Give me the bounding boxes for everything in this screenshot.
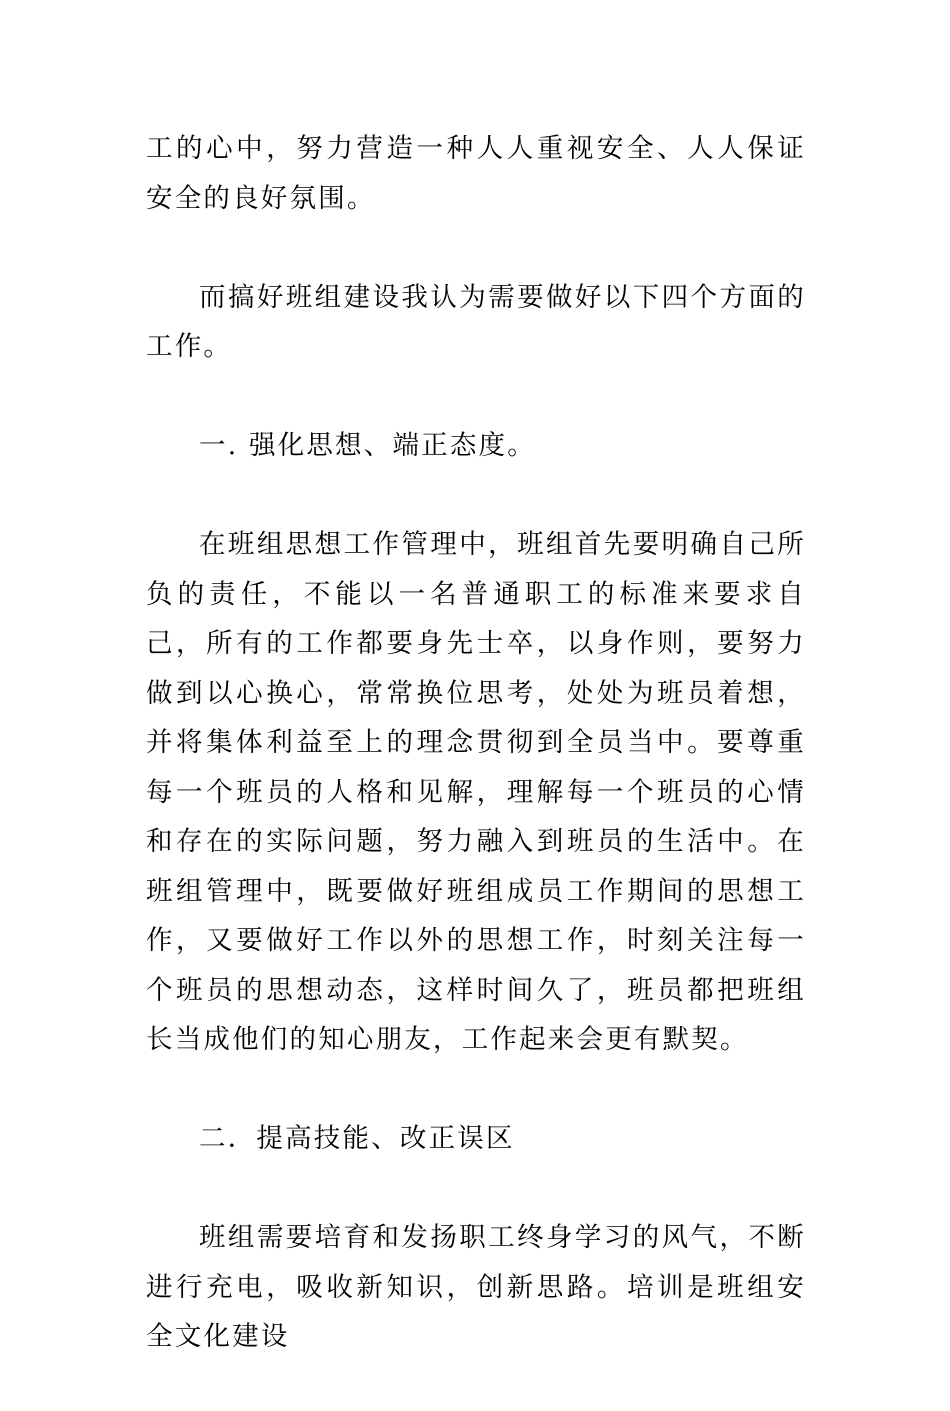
paragraph-intro: 而搞好班组建设我认为需要做好以下四个方面的工作。	[146, 281, 806, 362]
paragraph-section-1: 在班组思想工作管理中，班组首先要明确自己所负的责任，不能以一名普通职工的标准来要求自己，所有的工作都要身先士卒，以身作则，要努力做到以心换心，常常换位思考，处处为班员着想，并将集体利益至上的理念贯彻到全员当中。要尊重每一个班员的人格和见解，理解每一个班员的心情和存在的实际问题，努力融入到班员的生活中。在班组管理中，既要做好班组成员工作期间的思想工作，又要做好工作以外的思想工作，时刻关注每一个班员的思想动态，这样时间久了，班员都把班组长当成他们的知心朋友，工作起来会更有默契。	[146, 529, 806, 1055]
paragraph-continued: 工的心中，努力营造一种人人重视安全、人人保证安全的良好氛围。	[146, 133, 806, 214]
section-heading-1: 一. 强化思想、端正态度。	[199, 430, 536, 461]
paragraph-section-2: 班组需要培育和发扬职工终身学习的风气，不断进行充电，吸收新知识，创新思路。培训是班组安全文化建设	[146, 1222, 806, 1352]
section-heading-2: 二．提高技能、改正误区	[199, 1123, 515, 1154]
document-body	[146, 124, 806, 1411]
